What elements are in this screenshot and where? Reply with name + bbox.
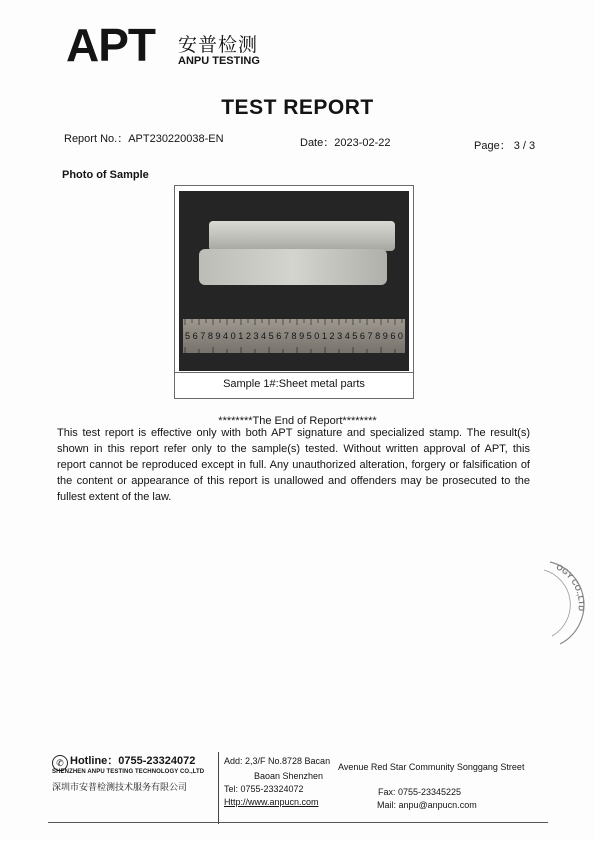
footer-divider-vertical <box>218 752 219 824</box>
company-name-chinese: 深圳市安普检测技术服务有限公司 <box>52 783 188 793</box>
email-address[interactable]: Mail: anpu@anpucn.com <box>377 800 477 810</box>
sample-photo <box>179 191 409 371</box>
fax: Fax: 0755-23345225 <box>378 787 462 797</box>
metal-sheet-back <box>209 221 395 251</box>
report-number: Report No.：APT230220038-EN <box>64 133 224 145</box>
address-line-3: Baoan Shenzhen <box>254 771 324 781</box>
logo-chinese-name: 安普检测 <box>178 34 259 56</box>
end-of-report-marker: ********The End of Report******** <box>218 415 377 427</box>
hotline-text: Hotline：0755-23324072 <box>70 755 196 767</box>
company-logo: APT <box>66 19 155 71</box>
website-link[interactable]: Http://www.anpucn.com <box>224 797 319 807</box>
photo-heading: Photo of Sample <box>62 169 149 181</box>
photo-caption: Sample 1#:Sheet metal parts <box>223 378 365 390</box>
ruler-numbers: 5 6 7 8 9 4 0 1 2 3 4 5 6 7 8 9 5 0 1 2 3 4 5 6 7 8 9 6 0 <box>185 331 403 342</box>
report-statement: This test report is effective only with both APT signature and specialized stamp. The result(s) shown in this report refer only to the sample(s) tested. Without written approval of APT, this report cannot be reproduced except in full. Any unauthorized alteration, forgery or falsification of the content or appearance of this report is unallowed and offenders may be prosecuted to the fullest extent of the law. <box>57 427 530 503</box>
page-number: Page： 3 / 3 <box>474 140 536 152</box>
footer-divider-horizontal <box>48 822 548 823</box>
report-date: Date：2023-02-22 <box>300 137 391 149</box>
phone-icon: ✆ <box>52 755 68 771</box>
telephone: Tel: 0755-23324072 <box>224 784 304 794</box>
company-name-english: SHENZHEN ANPU TESTING TECHNOLOGY CO.,LTD <box>52 769 205 775</box>
caption-divider <box>174 372 414 373</box>
seal-text: OGY CO.,LTD <box>554 562 586 612</box>
report-title: TEST REPORT <box>221 96 374 119</box>
sample-photo-image <box>179 191 409 371</box>
logo-english-name: ANPU TESTING <box>178 55 260 67</box>
address-line-1: Add: 2,3/F No.8728 Bacan <box>224 756 331 766</box>
metal-sheet-front <box>199 249 387 285</box>
company-seal <box>530 558 590 648</box>
address-line-2: Avenue Red Star Community Songgang Street <box>338 762 525 772</box>
